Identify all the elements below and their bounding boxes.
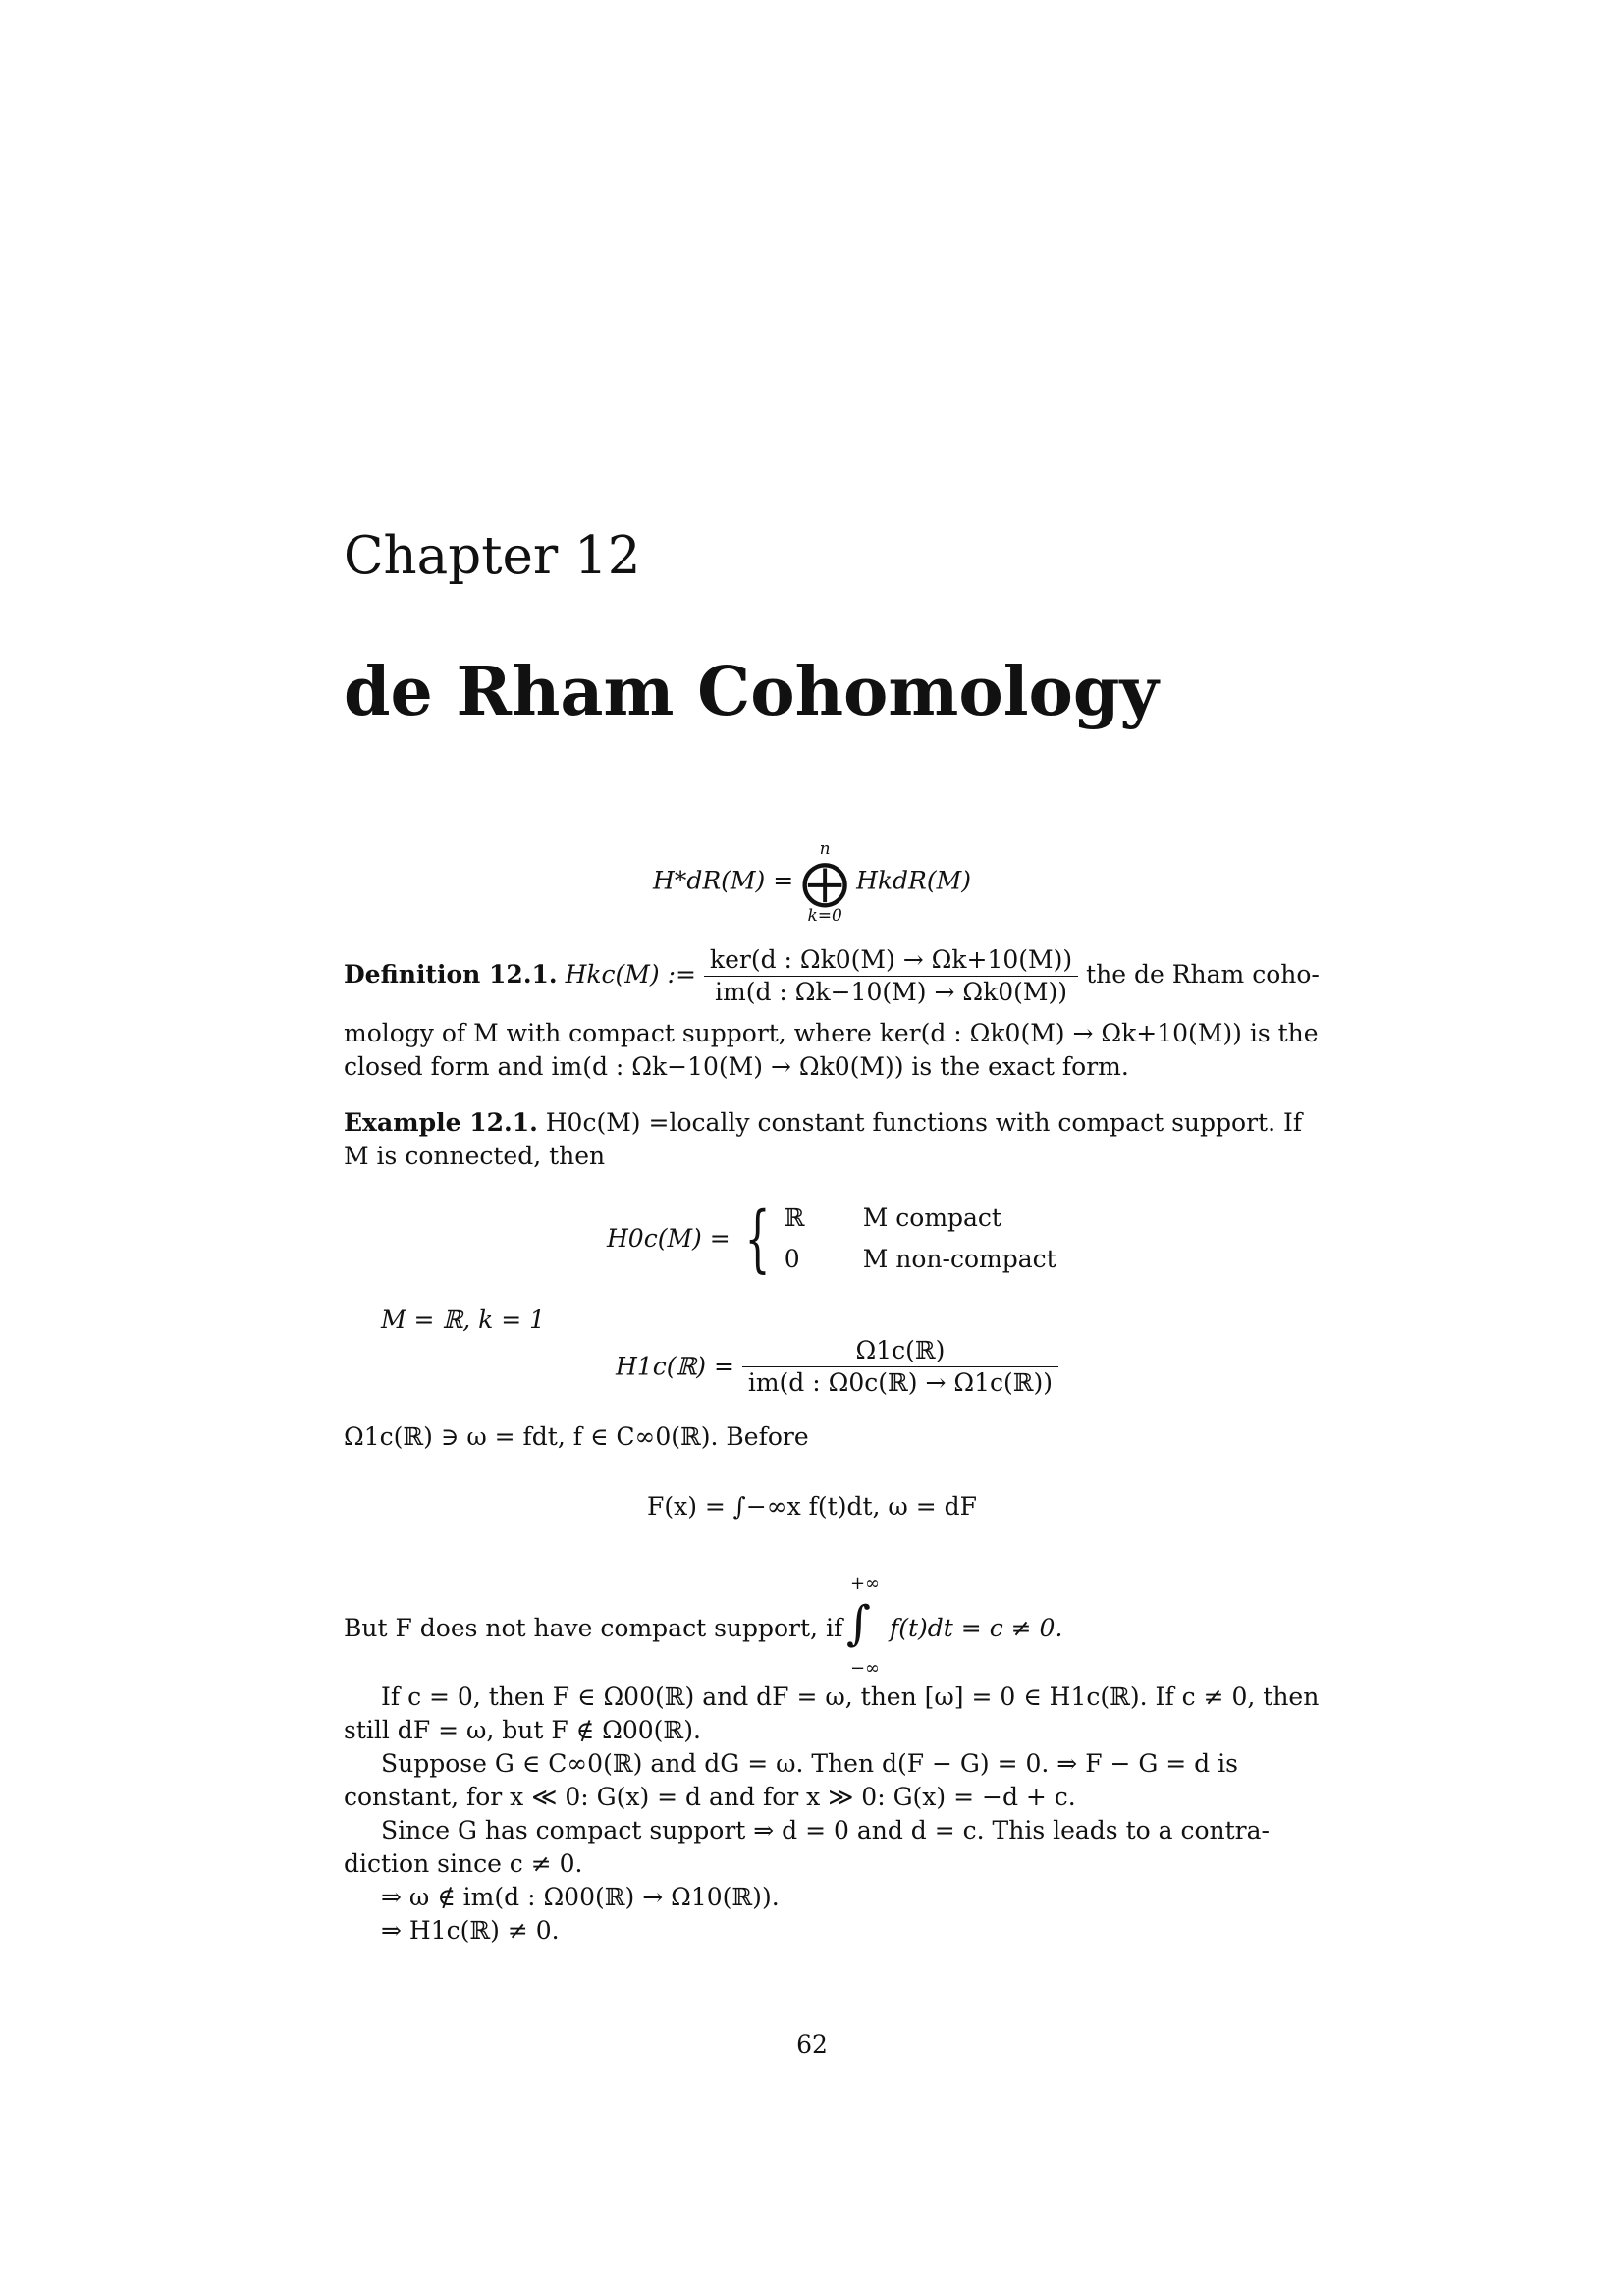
equation-direct-sum [0,839,1624,926]
definition-block [344,944,1320,1008]
h1-fraction [742,1335,1058,1399]
case-row-2 [785,1239,1056,1280]
oplus-symbol: ⨁ [801,855,849,910]
case-2-condition: M non-compact [862,1245,1056,1273]
integral-upper-limit: +∞ [849,1574,881,1594]
integral-sign: ∫ [846,1596,872,1651]
example-line-1 [344,1106,1302,1140]
cases-rows [785,1198,1056,1280]
direct-sum-lower: k=0 [807,906,842,926]
definition-numerator: ker(d : Ωk0(M) → Ωk+10(M)) [704,944,1078,977]
eq-direct-sum-rhs: HkdR(M) [856,866,971,895]
definition-lhs: Hkc(M) := [565,960,696,988]
chapter-title: de Rham Cohomology [344,653,1159,731]
definition-line-3: closed form and im(d : Ωk−10(M) → Ωk0(M)) is the exact form. [344,1052,1129,1081]
definition-label: Definition 12.1. [344,960,558,988]
h1-numerator: Ω1c(ℝ) [742,1335,1058,1367]
example-text-1: H0c(M) =locally constant functions with compact support. If [545,1108,1303,1137]
omega-line: Ω1c(ℝ) ∋ ω = fdt, f ∈ C∞0(ℝ). Before [344,1422,809,1451]
paragraph-2-line-2: constant, for x ≪ 0: G(x) = d and for x ≫ 0: G(x) = −d + c. [344,1783,1076,1811]
cases-lhs: H0c(M) = [607,1224,731,1253]
conclusion-2: ⇒ H1c(ℝ) ≠ 0. [381,1916,560,1945]
page-number: 62 [796,2030,828,2058]
example-line-2: M is connected, then [344,1142,606,1170]
but-line-b: f(t)dt = c ≠ 0. [890,1614,1063,1642]
F-definition: F(x) = ∫−∞x f(t)dt, ω = dF [647,1492,977,1521]
definition-line-2: mology of M with compact support, where ker(d : Ωk0(M) → Ωk+10(M)) is the [344,1019,1319,1047]
paragraph-3-line-1: Since G has compact support ⇒ d = 0 and d = c. This leads to a contra- [381,1816,1270,1844]
case-row-1 [785,1198,1056,1239]
example-setup: M = ℝ, k = 1 [381,1306,546,1334]
case-1-condition: M compact [862,1203,1001,1232]
case-2-value: 0 [784,1245,800,1273]
definition-denominator: im(d : Ωk−10(M) → Ωk0(M)) [715,978,1068,1006]
chapter-label: Chapter 12 [344,526,641,586]
eq-direct-sum-lhs: H*dR(M) = [653,866,794,895]
definition-fraction [704,944,1078,1008]
conclusion-1: ⇒ ω ∉ im(d : Ω00(ℝ) → Ω10(ℝ)). [381,1883,780,1911]
direct-sum-upper: n [819,839,831,859]
definition-after: the de Rham coho- [1086,960,1320,988]
paragraph-2-line-1: Suppose G ∈ C∞0(ℝ) and dG = ω. Then d(F − G) = 0. ⇒ F − G = d is [381,1749,1238,1778]
paragraph-1-line-2: still dF = ω, but F ∉ Ω00(ℝ). [344,1716,701,1744]
cases-equation [607,1198,1056,1280]
h1-equation [616,1335,1058,1399]
h1-denominator: im(d : Ω0c(ℝ) → Ω1c(ℝ)) [747,1368,1054,1397]
left-brace: { [744,1197,771,1281]
paragraph-3-line-2: diction since c ≠ 0. [344,1849,583,1878]
example-label: Example 12.1. [344,1108,538,1137]
case-1-value: ℝ [784,1203,805,1232]
h1-lhs: H1c(ℝ) = [616,1352,734,1381]
but-line-a: But F does not have compact support, if [344,1614,843,1642]
integral-lower-limit: −∞ [849,1658,881,1679]
paragraph-1-line-1: If c = 0, then F ∈ Ω00(ℝ) and dF = ω, then [ω] = 0 ∈ H1c(ℝ). If c ≠ 0, then [381,1682,1320,1711]
direct-sum-operator [801,839,848,926]
